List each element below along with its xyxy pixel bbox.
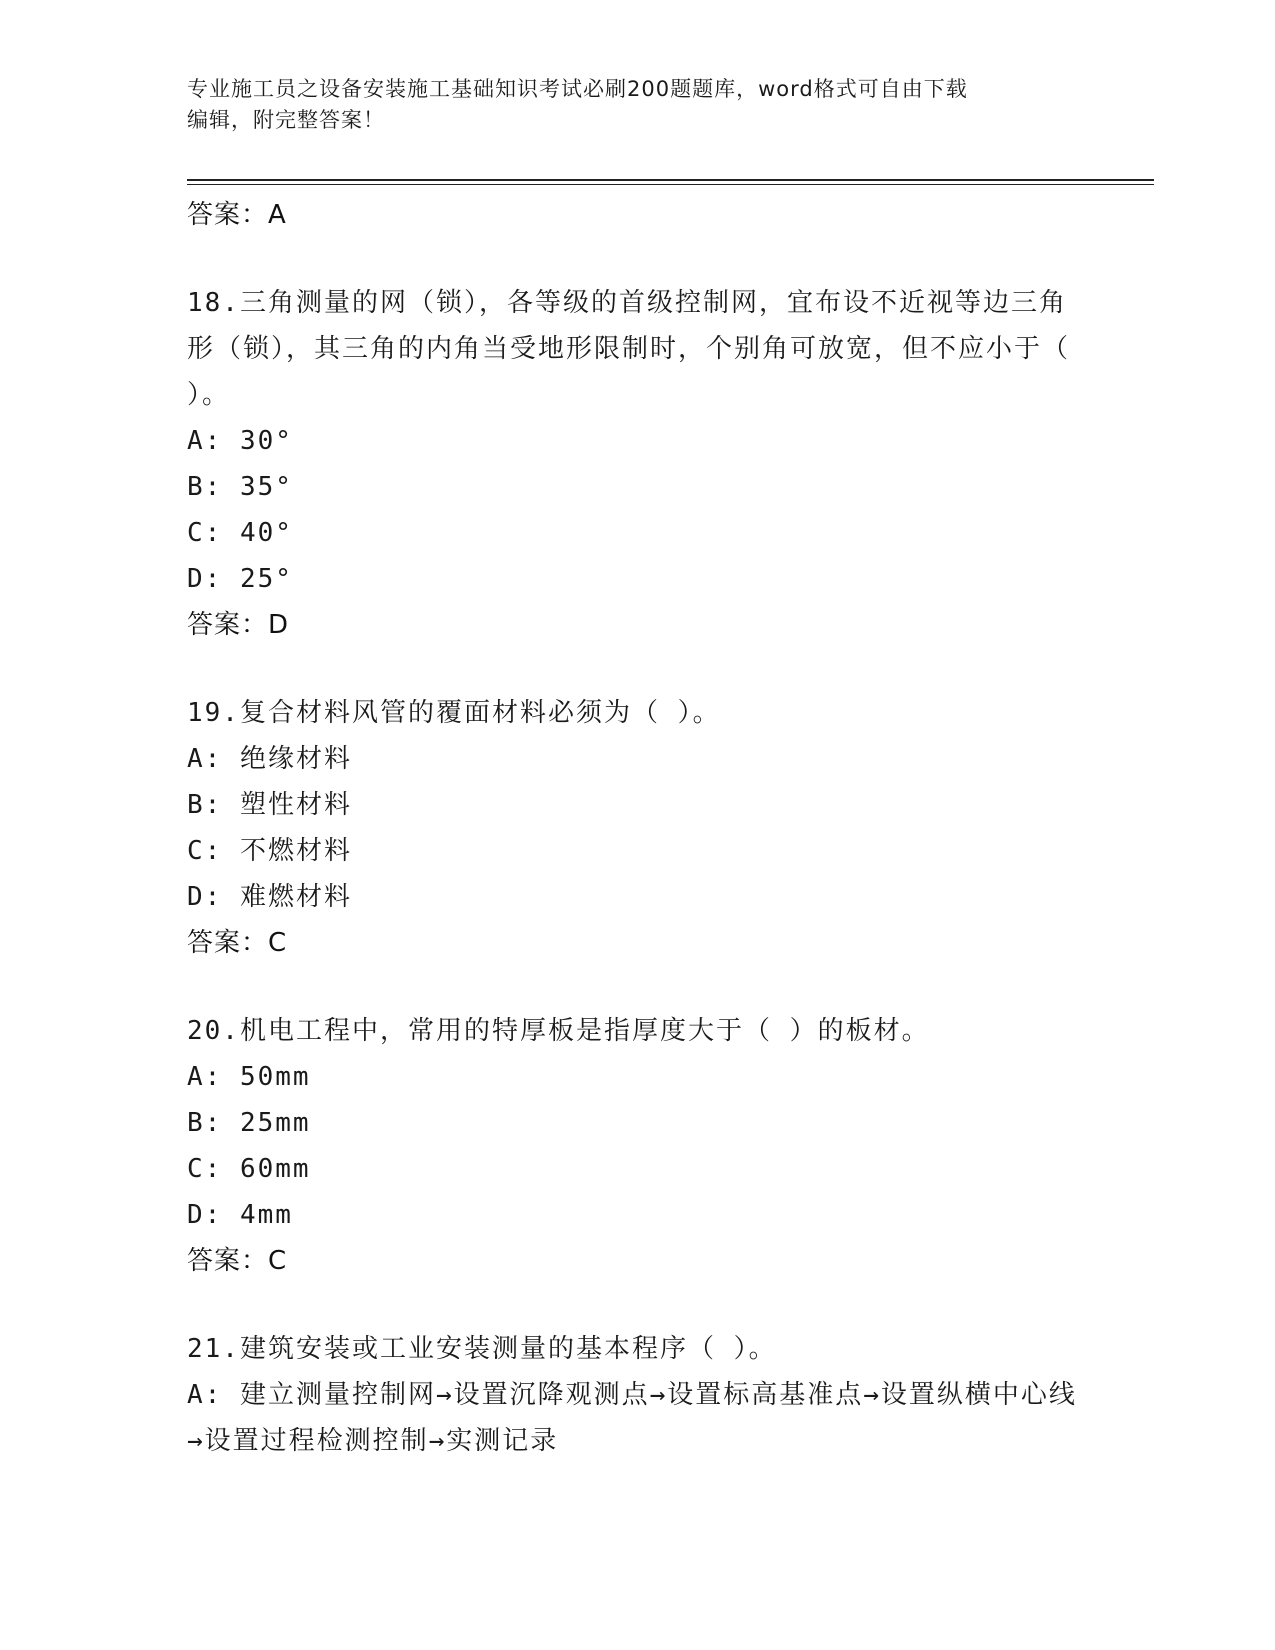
option-a: A: 建立测量控制网→设置沉降观测点→设置标高基准点→设置纵横中心线→设置过程检测控制→实测记录 bbox=[187, 1380, 1077, 1456]
option-d: D: 难燃材料 bbox=[187, 882, 352, 912]
header-title-line-1: 专业施工员之设备安装施工基础知识考试必刷200题题库，word格式可自由下载 bbox=[187, 77, 968, 101]
option-d: D: 4mm bbox=[187, 1200, 293, 1230]
option-c: C: 60mm bbox=[187, 1154, 311, 1184]
question-text: 21.建筑安装或工业安装测量的基本程序（ ）。 bbox=[187, 1334, 777, 1364]
answer-line: 答案：D bbox=[187, 610, 290, 640]
header-divider-thick bbox=[187, 179, 1154, 181]
answer-line: 答案：C bbox=[187, 1246, 288, 1276]
option-a: A: 绝缘材料 bbox=[187, 744, 352, 774]
question-19 bbox=[187, 690, 1087, 966]
option-a: A: 30° bbox=[187, 426, 293, 456]
option-b: B: 25mm bbox=[187, 1108, 311, 1138]
question-21 bbox=[187, 1326, 1087, 1464]
question-list bbox=[187, 190, 1087, 1464]
option-b: B: 35° bbox=[187, 472, 293, 502]
question-18 bbox=[187, 280, 1087, 648]
option-c: C: 不燃材料 bbox=[187, 836, 352, 866]
header-title-line-2: 编辑，附完整答案！ bbox=[187, 108, 385, 132]
answer-line: 答案：A bbox=[187, 200, 287, 230]
option-a: A: 50mm bbox=[187, 1062, 311, 1092]
question-text: 19.复合材料风管的覆面材料必须为（ ）。 bbox=[187, 698, 721, 728]
question-text: 20.机电工程中，常用的特厚板是指厚度大于（ ）的板材。 bbox=[187, 1016, 930, 1046]
answer-line: 答案：C bbox=[187, 928, 288, 958]
option-d: D: 25° bbox=[187, 564, 293, 594]
question-text: 18.三角测量的网（锁），各等级的首级控制网，宜布设不近视等边三角形（锁），其三角的内角当受地形限制时，个别角可放宽，但不应小于（ ）。 bbox=[187, 288, 1071, 410]
header-divider-thin bbox=[187, 184, 1154, 185]
option-b: B: 塑性材料 bbox=[187, 790, 352, 820]
option-c: C: 40° bbox=[187, 518, 293, 548]
question-20 bbox=[187, 1008, 1087, 1284]
document-header bbox=[187, 74, 1087, 136]
